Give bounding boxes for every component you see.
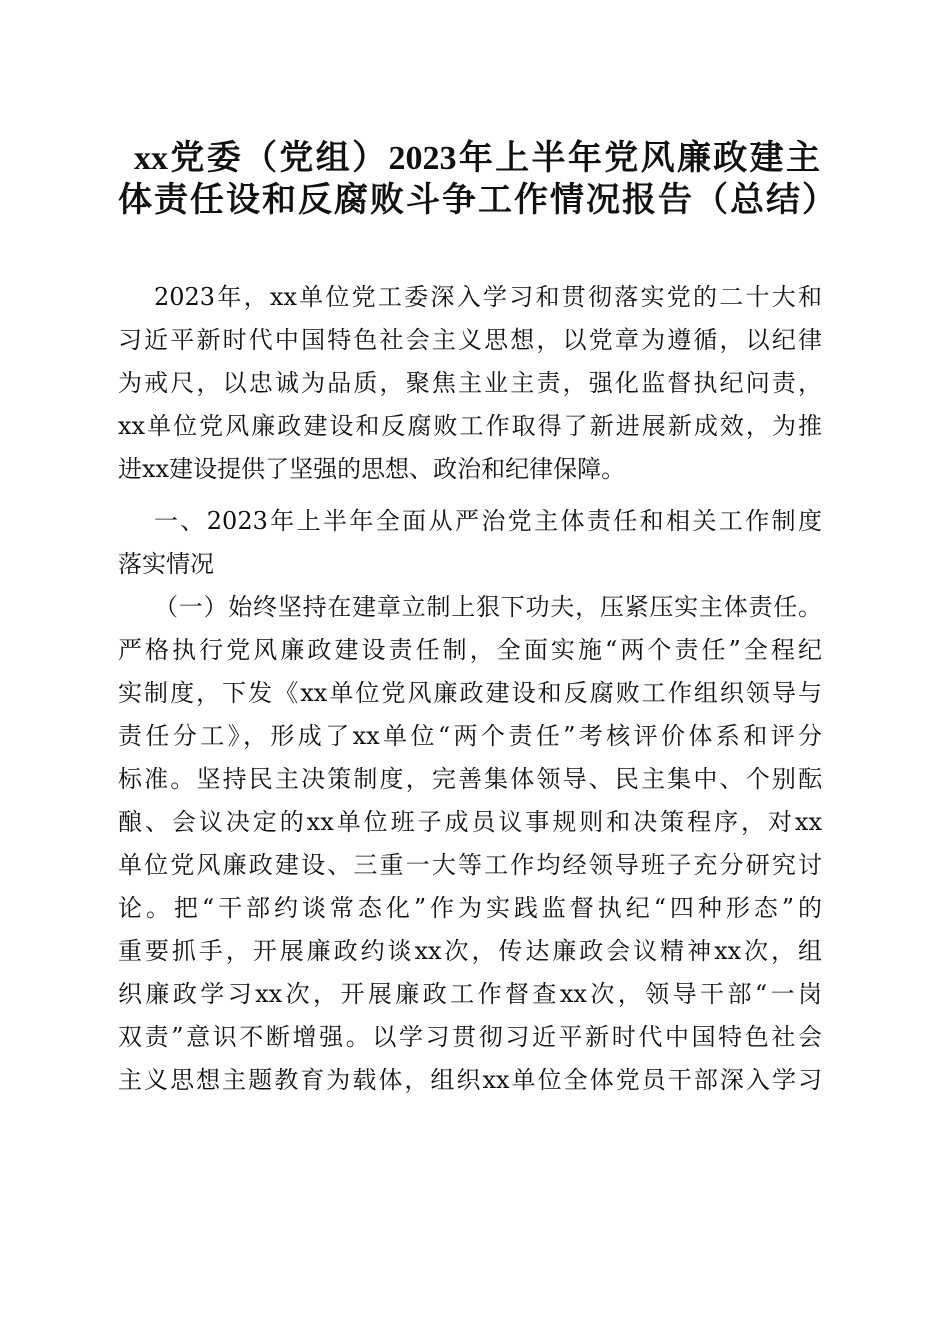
title-line: xx党委（党组）2023年上半年党风廉政建主 [134, 140, 820, 177]
text-line: 严格执行党风廉政建设责任制，全面实施“两个责任”全程纪 [118, 636, 822, 664]
text-line: 为戒尺，以忠诚为品质，聚焦主业主责，强化监督执纪问责， [118, 369, 822, 397]
text-line: （一）始终坚持在建章立制上狠下功夫，压紧压实主体责任。 [154, 593, 822, 621]
text-line: 双责”意识不断增强。以学习贯彻习近平新时代中国特色社会 [118, 1023, 822, 1051]
text-line: 织廉政学习xx次，开展廉政工作督查xx次，领导干部“一岗 [118, 980, 822, 1008]
text-line: 2023年，xx单位党工委深入学习和贯彻落实党的二十大和 [154, 283, 822, 311]
text-line: 责任分工》，形成了xx单位“两个责任”考核评价体系和评分 [118, 722, 822, 750]
heading-line: 一、2023年上半年全面从严治党主体责任和相关工作制度 [154, 507, 822, 535]
text-line: 单位党风廉政建设、三重一大等工作均经领导班子充分研究讨 [118, 851, 822, 879]
text-line: 进xx建设提供了坚强的思想、政治和纪律保障。 [118, 455, 626, 483]
text-line: 标准。坚持民主决策制度，完善集体领导、民主集中、个别酝 [118, 765, 822, 793]
text-line: xx单位党风廉政建设和反腐败工作取得了新进展新成效，为推 [118, 412, 822, 440]
intro-paragraph [118, 276, 822, 491]
document-title [118, 138, 836, 222]
title-line: 体责任设和反腐败斗争工作情况报告（总结） [118, 182, 836, 219]
text-line: 重要抓手，开展廉政约谈xx次，传达廉政会议精神xx次，组 [118, 937, 822, 965]
text-line: 酿、会议决定的xx单位班子成员议事规则和决策程序，对xx [118, 808, 822, 836]
text-line: 实制度，下发《xx单位党风廉政建设和反腐败工作组织领导与 [118, 679, 822, 707]
section-paragraph [118, 586, 822, 1102]
text-line: 主义思想主题教育为载体，组织xx单位全体党员干部深入学习 [118, 1066, 822, 1094]
text-line: 习近平新时代中国特色社会主义思想，以党章为遵循，以纪律 [118, 326, 822, 354]
heading-line: 落实情况 [118, 550, 214, 578]
section-heading [118, 500, 822, 586]
text-line: 论。把“干部约谈常态化”作为实践监督执纪“四种形态”的 [118, 894, 822, 922]
